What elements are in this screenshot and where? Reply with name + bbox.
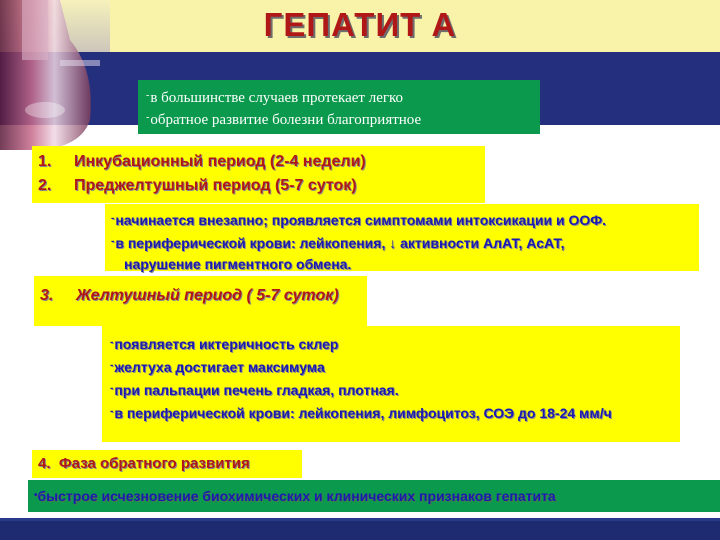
list-item: -желтуха достигает максимума <box>110 359 325 375</box>
periods-list <box>32 146 485 203</box>
page-title: ГЕПАТИТ А <box>263 6 457 43</box>
recovery-details <box>28 480 720 512</box>
list-item: -при пальпации печень гладкая, плотная. <box>110 382 399 398</box>
list-item: -в периферической крови: лейкопения, лимфоцитоз, СОЭ до 18-24 мм/ч <box>110 405 612 421</box>
list-item: -начинается внезапно; проявляется симптомами интоксикации и ООФ. <box>111 212 607 228</box>
footer-band <box>0 521 720 540</box>
list-item: 3. Желтушный период ( 5-7 суток) <box>40 287 339 304</box>
intro-box <box>138 80 540 134</box>
list-item: -появляется иктеричность склер <box>110 336 339 352</box>
pre-icteric-details <box>105 204 699 271</box>
intro-line: -обратное развитие болезни благоприятное <box>146 112 422 128</box>
list-item: -в периферической крови: лейкопения, ↓ активности АлАТ, АсАТ, <box>111 235 565 251</box>
list-item: нарушение пигментного обмена. <box>124 256 352 272</box>
icteric-period <box>34 276 367 326</box>
list-item: 4. Фаза обратного развития <box>38 455 250 472</box>
list-item: 1. Инкубационный период (2-4 недели) <box>38 153 366 170</box>
list-item: •быстрое исчезновение биохимических и клинических признаков гепатита <box>34 488 556 504</box>
recovery-phase <box>32 450 302 478</box>
intro-line: -в большинстве случаев протекает легко <box>146 90 404 106</box>
list-item: 2. Преджелтушный период (5-7 суток) <box>38 177 357 194</box>
icteric-details <box>102 326 680 442</box>
